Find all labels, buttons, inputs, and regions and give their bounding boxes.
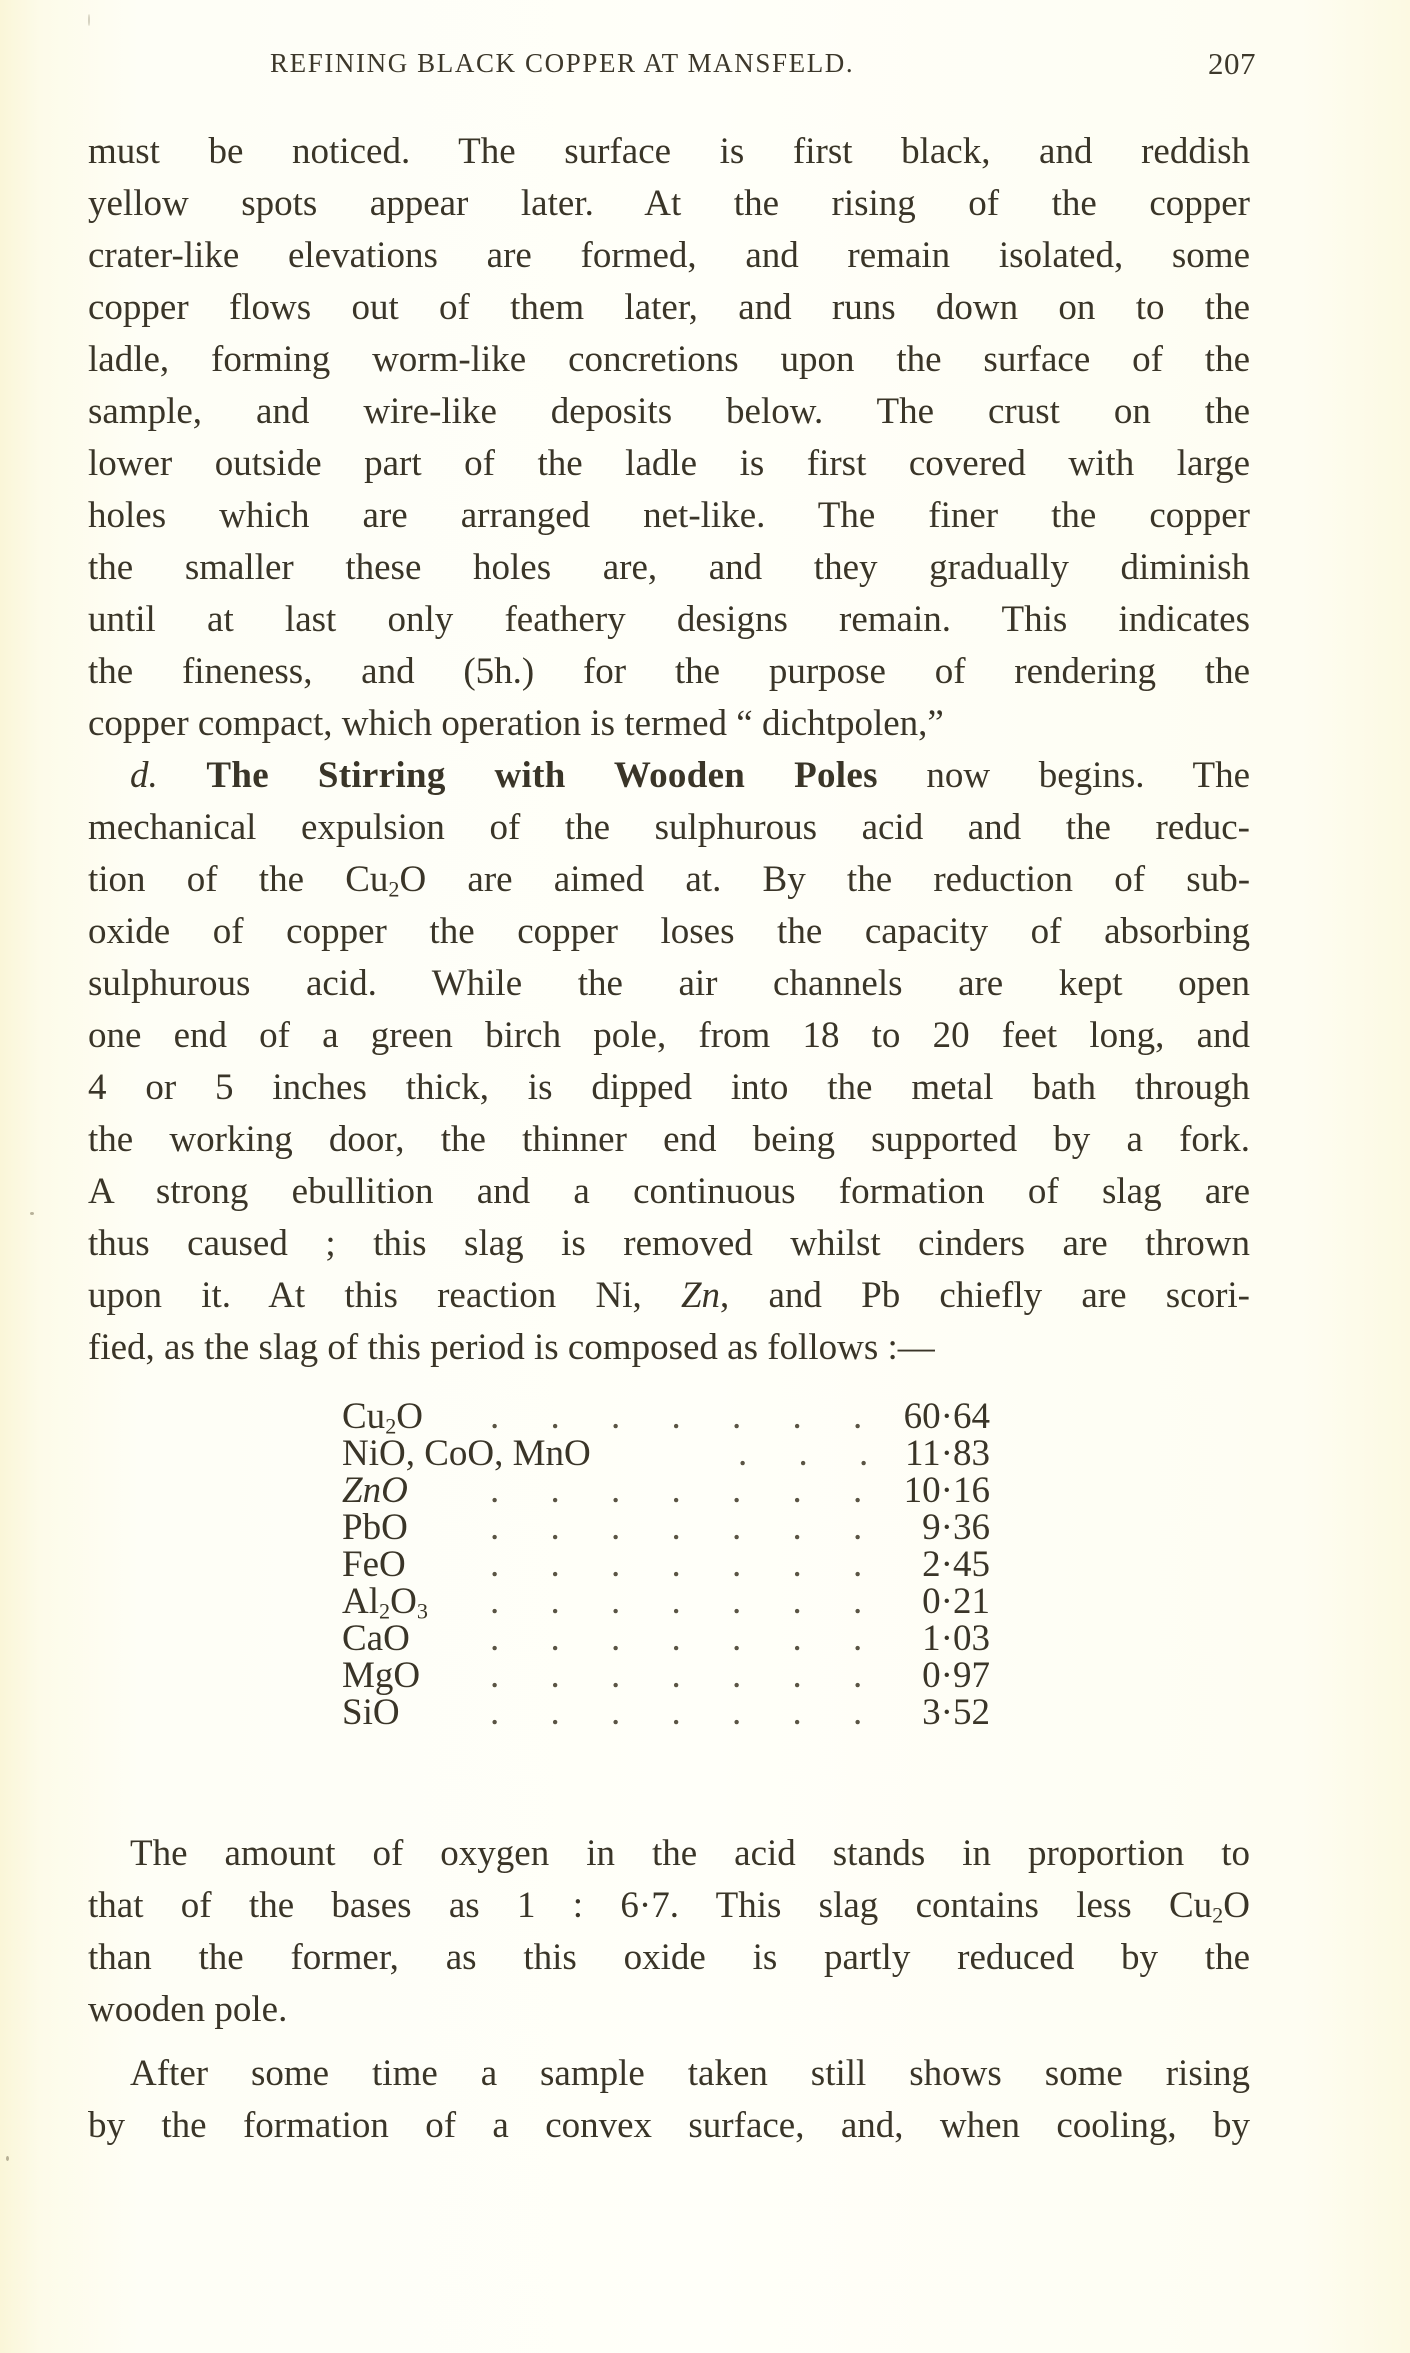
leader-dots: . . . . . . . (490, 1581, 884, 1622)
body-text (88, 126, 1250, 1374)
percentage-value: 3·52 (922, 1692, 990, 1733)
paragraph-oxygen-proportion (88, 1828, 1250, 2036)
compound: CaO (342, 1618, 410, 1659)
text-line: copper flows out of them later, and runs down on to the (88, 287, 1250, 328)
text-line: the fineness, and (5h.) for the purpose of rendering the (88, 651, 1250, 692)
text-line: copper compact, which operation is termed “ dichtpolen,” (88, 703, 944, 744)
text-fragment: tion of the Cu (88, 859, 389, 900)
text-fragment: O are aimed at. By the reduction of sub- (399, 859, 1251, 900)
leader-dots: . . . . . . . (490, 1618, 884, 1659)
table-row (342, 1396, 990, 1439)
paragraph-sample-rising (88, 2048, 1250, 2152)
text-fragment: that of the bases as 1 : 6·7. This slag contains less Cu (88, 1885, 1213, 1926)
table-row (342, 1435, 990, 1472)
text-line: ladle, forming worm-like concretions upon the surface of the (88, 339, 1250, 380)
leader-dots: . . . . . . . (490, 1655, 884, 1696)
text-line: sulphurous acid. While the air channels are kept open (88, 963, 1250, 1004)
percentage-value: 11·83 (905, 1433, 990, 1474)
compound: ZnO (342, 1470, 408, 1511)
paper-speck (30, 1212, 34, 1215)
text-line: than the former, as this oxide is partly reduced by the (88, 1937, 1250, 1978)
text-line (88, 1880, 1250, 1932)
table-row (342, 1509, 990, 1546)
text-fragment: now begins. The (926, 755, 1251, 796)
text-line: mechanical expulsion of the sulphurous acid and the reduc- (88, 807, 1250, 848)
section-heading-line (88, 750, 1250, 802)
text-line: The amount of oxygen in the acid stands in proportion to (130, 1833, 1250, 1874)
paper-speck (88, 14, 90, 26)
compound: $Cu_2O$ (342, 1396, 424, 1439)
table-row (342, 1581, 990, 1624)
text-line: thus caused ; this slag is removed whilst cinders are thrown (88, 1223, 1250, 1264)
slag-composition-table (342, 1398, 990, 1731)
body-text-continued (88, 1828, 1250, 2152)
percentage-value: 0·21 (922, 1581, 990, 1622)
page-number: 207 (1208, 46, 1256, 81)
text-line: A strong ebullition and a continuous formation of slag are (88, 1171, 1250, 1212)
text-line: lower outside part of the ladle is first covered with large (88, 443, 1250, 484)
leader-dots: . . . . . . . (490, 1507, 884, 1548)
leader-dots: . . . (738, 1433, 890, 1474)
text-line: yellow spots appear later. At the rising of the copper (88, 183, 1250, 224)
text-line: After some time a sample taken still shows some rising (130, 2053, 1250, 2094)
running-head (270, 48, 1256, 88)
percentage-value: 60·64 (903, 1396, 990, 1437)
subscript: 2 (388, 876, 400, 902)
subscript: 2 (1212, 1902, 1224, 1928)
text-line: by the formation of a convex surface, and, when cooling, by (88, 2105, 1250, 2146)
table-row (342, 1472, 990, 1509)
leader-dots: . . . . . . . (490, 1470, 884, 1511)
compound: FeO (342, 1544, 406, 1585)
percentage-value: 2·45 (922, 1544, 990, 1585)
section-label: d. (130, 755, 158, 796)
compound: MgO (342, 1655, 421, 1696)
table-row (342, 1620, 990, 1657)
section-heading: The Stirring with Wooden Poles (206, 755, 878, 796)
element-zn: Zn (680, 1275, 721, 1316)
table-row (342, 1694, 990, 1731)
paper-speck (6, 2156, 9, 2161)
leader-dots: . . . . . . . (490, 1396, 884, 1437)
text-line: until at last only feathery designs remain. This indicates (88, 599, 1250, 640)
compound: SiO (342, 1692, 400, 1733)
text-fragment: , and Pb chiefly are scori- (720, 1275, 1250, 1316)
compound: NiO, CoO, MnO (342, 1433, 591, 1474)
percentage-value: 1·03 (922, 1618, 990, 1659)
text-line: 4 or 5 inches thick, is dipped into the metal bath through (88, 1067, 1250, 1108)
text-line: sample, and wire-like deposits below. The crust on the (88, 391, 1250, 432)
percentage-value: 0·97 (922, 1655, 990, 1696)
text-line (88, 1270, 1250, 1322)
text-line: fied, as the slag of this period is composed as follows :— (88, 1327, 935, 1368)
percentage-value: 10·16 (903, 1470, 990, 1511)
percentage-value: 9·36 (922, 1507, 990, 1548)
compound: $Al_2O_3$ (342, 1581, 428, 1624)
paragraph-surface-observation (88, 126, 1250, 750)
text-line (88, 854, 1250, 906)
table-row (342, 1546, 990, 1583)
text-line: the working door, the thinner end being supported by a fork. (88, 1119, 1250, 1160)
text-line: must be noticed. The surface is first black, and reddish (88, 131, 1250, 172)
paragraph-stirring-wooden-poles (88, 750, 1250, 1374)
leader-dots: . . . . . . . (490, 1692, 884, 1733)
text-line: oxide of copper the copper loses the capacity of absorbing (88, 911, 1250, 952)
text-line: holes which are arranged net-like. The finer the copper (88, 495, 1250, 536)
text-line: wooden pole. (88, 1989, 288, 2030)
chapter-title: REFINING BLACK COPPER AT MANSFELD. (270, 48, 855, 78)
text-fragment: O (1223, 1885, 1250, 1926)
leader-dots: . . . . . . . (490, 1544, 884, 1585)
text-line: one end of a green birch pole, from 18 to 20 feet long, and (88, 1015, 1250, 1056)
compound: PbO (342, 1507, 408, 1548)
text-line: crater-like elevations are formed, and remain isolated, some (88, 235, 1250, 276)
text-line: the smaller these holes are, and they gradually diminish (88, 547, 1250, 588)
table-row (342, 1657, 990, 1694)
text-fragment: upon it. At this reaction Ni, (88, 1275, 681, 1316)
